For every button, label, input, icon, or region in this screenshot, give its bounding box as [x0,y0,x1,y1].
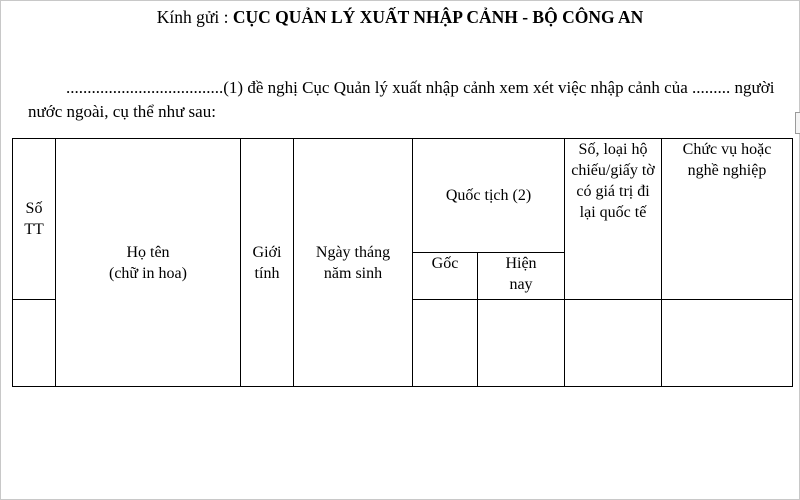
recipient-prefix: Kính gửi : [156,7,233,27]
table-header-row [13,139,793,253]
header-stt: Số TT [13,139,56,300]
header-name [56,139,241,387]
header-gender: Giới tính [241,139,294,387]
cell-nationality-origin [413,300,478,387]
recipient-name: CỤC QUẢN LÝ XUẤT NHẬP CẢNH - BỘ CÔNG AN [232,7,644,27]
header-name-label: Họ tên [126,243,170,261]
cell-passport [565,300,662,387]
request-paragraph-text: .....................................(1) đề nghị Cục Quản lý xuất nhập cảnh xem xét việc nhập cảnh của ......... người nước ngoài, cụ thể như sau: [28,78,775,121]
request-paragraph [28,76,788,124]
header-nationality-origin: Gốc [413,253,478,300]
header-occupation: Chức vụ hoặc nghề nghiệp [662,139,793,300]
cell-nationality-current [478,300,565,387]
header-nationality: Quốc tịch (2) [413,139,565,253]
header-nationality-current: Hiện nay [478,253,565,300]
foreigner-list-table [12,138,793,387]
cell-stt [13,300,56,387]
header-passport: Số, loại hộ chiếu/giấy tờ có giá trị đi lại quốc tế [565,139,662,300]
header-dob: Ngày tháng năm sinh [294,139,413,387]
recipient-header [0,6,800,28]
header-name-note: (chữ in hoa) [109,264,187,282]
cell-occupation [662,300,793,387]
scroll-edge-marker [795,112,800,134]
